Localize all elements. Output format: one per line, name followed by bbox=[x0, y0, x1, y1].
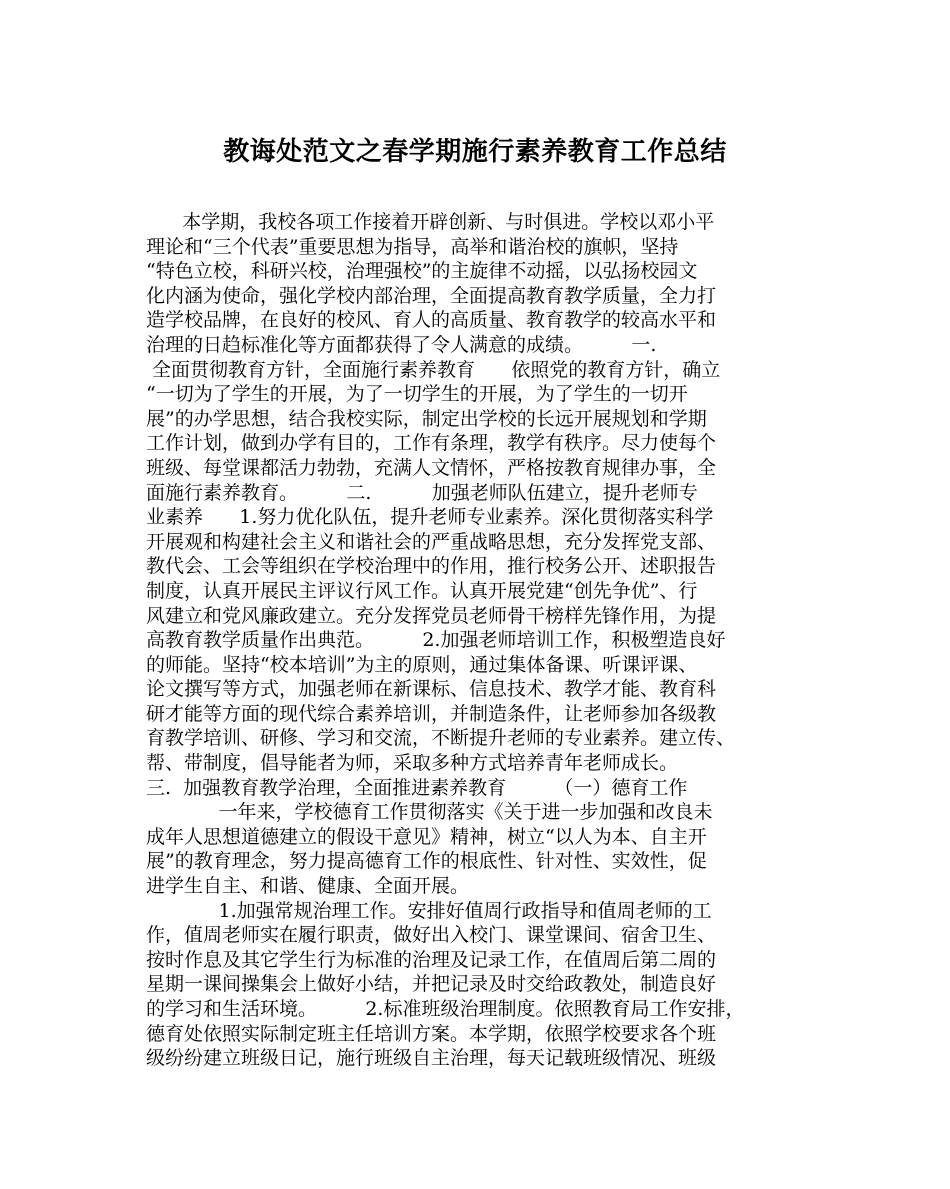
body-text-line: 的师能。坚持“校本培训”为主的原则，通过集体备课、听课评课、 bbox=[146, 653, 698, 676]
body-text-line: 研才能等方面的现代综合素养培训，并制造条件，让老师参加各级教 bbox=[146, 702, 717, 725]
body-text-line: 高教育教学质量作出典范。 2.加强老师培训工作，积极塑造良好 bbox=[146, 629, 726, 652]
body-text-line: 理论和“三个代表”重要思想为指导，高举和谐治校的旗帜，坚持 bbox=[146, 235, 679, 258]
body-text-line: 1.加强常规治理工作。安排好值周行政指导和值周老师的工 bbox=[146, 899, 712, 922]
body-text-line: “一切为了学生的开展，为了一切学生的开展，为了学生的一切开 bbox=[146, 383, 688, 406]
body-text-line: 风建立和党风廉政建立。充分发挥党员老师骨干榜样先锋作用，为提 bbox=[146, 604, 717, 627]
body-text-line: 按时作息及其它学生行为标准的治理及记录工作，在值周后第二周的 bbox=[146, 948, 717, 971]
body-text-line: 班级、每堂课都活力勃勃，充满人文情怀，严格按教育规律办事，全 bbox=[146, 456, 717, 479]
body-text-line: 星期一课间操集会上做好小结，并把记录及时交给政教处，制造良好 bbox=[146, 973, 717, 996]
body-text-line: 业素养 1.努力优化队伍，提升老师专业素养。深化贯彻落实科学 bbox=[146, 506, 714, 529]
body-text-line: 面施行素养教育。 二. 加强老师队伍建立，提升老师专 bbox=[146, 481, 698, 504]
body-text-line: 制度，认真开展民主评议行风工作。认真开展党建“创先争优”、行 bbox=[146, 579, 698, 602]
body-text-line: 治理的日趋标准化等方面都获得了令人满意的成绩。 一. bbox=[146, 333, 657, 356]
body-text-line: 工作计划，做到办学有目的，工作有条理，教学有秩序。尽力使每个 bbox=[146, 432, 717, 455]
body-text-line: 化内涵为使命，强化学校内部治理，全面提高教育教学质量，全力打 bbox=[146, 284, 717, 307]
body-text-line: 开展观和构建社会主义和谐社会的严重战略思想，充分发挥党支部、 bbox=[146, 530, 717, 553]
body-text-line: 一年来，学校德育工作贯彻落实《关于进一步加强和改良未 bbox=[146, 801, 713, 824]
body-text-line: 育教学培训、研修、学习和交流，不断提升老师的专业素养。建立传、 bbox=[146, 727, 736, 750]
body-text-line: 的学习和生活环境。 2.标准班级治理制度。依照教育局工作安排， bbox=[146, 998, 745, 1020]
document-title: 教诲处范文之春学期施行素养教育工作总结 bbox=[223, 137, 727, 167]
body-text-line: 级纷纷建立班级日记，施行班级自主治理，每天记载班级情况、班级 bbox=[146, 1047, 717, 1070]
body-text-line: 教代会、工会等组织在学校治理中的作用，推行校务公开、述职报告 bbox=[146, 555, 717, 578]
body-text-line: 进学生自主、和谐、健康、全面开展。 bbox=[146, 875, 470, 898]
body-text-line: 造学校品牌，在良好的校风、育人的高质量、教育教学的较高水平和 bbox=[146, 309, 717, 332]
body-text-line: 论文撰写等方式，加强老师在新课标、信息技术、教学才能、教育科 bbox=[146, 678, 717, 701]
body-text-line: 德育处依照实际制定班主任培训方案。本学期，依照学校要求各个班 bbox=[146, 1022, 717, 1045]
body-text-line: 全面贯彻教育方针，全面施行素养教育 依照党的教育方针，确立 bbox=[146, 358, 721, 381]
body-text-line: 作，值周老师实在履行职责，做好出入校门、课堂课间、宿舍卫生、 bbox=[146, 924, 717, 947]
document-body bbox=[146, 210, 822, 1071]
body-text-line: 三. 加强教育教学治理，全面推进素养教育 （一）德育工作 bbox=[146, 776, 688, 799]
body-text-line: 展”的办学思想，结合我校实际，制定出学校的长远开展规划和学期 bbox=[146, 407, 707, 430]
body-text-line: 帮、带制度，倡导能者为师，采取多种方式培养青年老师成长。 bbox=[146, 752, 679, 775]
body-text-line: 成年人思想道德建立的假设干意见》精神，树立“以人为本、自主开 bbox=[146, 825, 707, 848]
body-text-line: 本学期，我校各项工作接着开辟创新、与时俱进。学校以邓小平 bbox=[146, 211, 715, 233]
body-text-line: 展”的教育理念，努力提高德育工作的根底性、针对性、实效性，促 bbox=[146, 850, 707, 873]
body-text-line: “特色立校，科研兴校，治理强校”的主旋律不动摇，以弘扬校园文 bbox=[146, 260, 698, 283]
